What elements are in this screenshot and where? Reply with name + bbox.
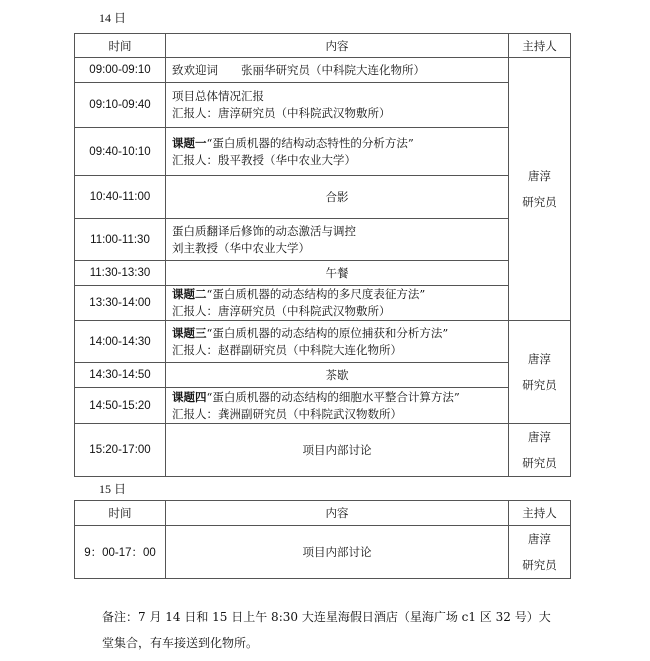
presenter-line: 汇报人：唐淳研究员（中科院武汉物敷所） [172,304,391,318]
host-name: 唐淳 [528,352,551,366]
time-cell: 14:50-15:20 [75,388,166,424]
table-row [75,176,571,219]
content-line: 致欢迎词 张丽华研究员（中科院大连化物所） [172,62,425,77]
header-time: 时间 [75,501,166,526]
time-cell: 14:30-14:50 [75,363,166,388]
host-title: 研究员 [522,195,557,209]
topic-title: “蛋白质机器的动态结构的细胞水平整合计算方法” [206,389,460,404]
host-cell [509,526,571,579]
host-title: 研究员 [522,558,557,572]
table-row [75,526,571,579]
content-cell: 项目内部讨论 [166,424,509,477]
time-cell: 09:10-09:40 [75,83,166,128]
topic-label: 课题二 [172,287,207,301]
table-row [75,58,571,83]
time-cell: 13:30-14:00 [75,286,166,321]
note-line-1: 备注：7 月 14 日和 15 日上午 8:30 大连星海假日酒店（星海广场 c1 区 32 号）大 [102,610,551,624]
header-time: 时间 [75,34,166,58]
presenter-line: 汇报人：唐淳研究员（中科院武汉物敷所） [172,106,391,120]
content-cell [166,388,509,424]
header-host: 主持人 [509,501,571,526]
presenter-line: 刘主教授（华中农业大学） [172,240,310,255]
host-name: 唐淳 [528,430,551,444]
time-cell: 14:00-14:30 [75,321,166,363]
table-row [75,128,571,176]
table-row [75,261,571,286]
content-cell [166,286,509,321]
time-cell: 15:20-17:00 [75,424,166,477]
presenter-line: 汇报人：殷平教授（华中农业大学） [172,152,356,167]
host-title: 研究员 [522,378,557,392]
header-host: 主持人 [509,34,571,58]
day-15-label: 15 日 [99,482,127,496]
host-cell [509,424,571,477]
header-content: 内容 [166,34,509,58]
content-cell [166,83,509,128]
topic-title: “蛋白质机器的动态结构的原位捕获和分析方法” [206,325,449,340]
header-content: 内容 [166,501,509,526]
note-line-2: 堂集合，有车接送到化物所。 [102,636,259,650]
topic-label: 课题四 [172,389,207,404]
time-cell: 09:00-09:10 [75,58,166,83]
table-row [75,286,571,321]
table-row [75,424,571,477]
table-row [75,219,571,261]
day-14-label: 14 日 [99,11,127,25]
time-cell: 11:00-11:30 [75,219,166,261]
table-row [75,83,571,128]
host-cell [509,58,571,321]
content-cell [166,128,509,176]
content-line: 蛋白质翻译后修饰的动态激活与调控 [172,223,356,238]
table-row [75,321,571,363]
host-name: 唐淳 [528,169,551,183]
time-cell: 9：00-17：00 [75,526,166,579]
time-cell: 09:40-10:10 [75,128,166,176]
time-cell: 10:40-11:00 [75,176,166,219]
topic-title: “蛋白质机器的结构动态特性的分析方法” [206,135,414,150]
content-cell [166,58,509,83]
table-header-row [75,34,571,58]
topic-label: 课题三 [172,325,207,340]
content-cell [166,321,509,363]
host-title: 研究员 [522,456,557,470]
content-line: 项目总体情况汇报 [172,89,264,103]
schedule-table-day-14 [74,33,571,477]
host-cell [509,321,571,424]
content-cell: 合影 [166,176,509,219]
presenter-line: 汇报人：龚洲副研究员（中科院武汉物数所） [172,406,402,421]
content-cell: 项目内部讨论 [166,526,509,579]
table-header-row [75,501,571,526]
topic-label: 课题一 [172,135,207,150]
topic-title: “蛋白质机器的动态结构的多尺度表征方法” [206,287,426,301]
content-cell: 午餐 [166,261,509,286]
content-cell [166,219,509,261]
time-cell: 11:30-13:30 [75,261,166,286]
content-cell: 茶歇 [166,363,509,388]
table-row [75,363,571,388]
schedule-table-day-15 [74,500,571,579]
presenter-line: 汇报人：赵群副研究员（中科院大连化物所） [172,342,402,357]
note [102,604,572,656]
host-name: 唐淳 [528,532,551,546]
table-row [75,388,571,424]
